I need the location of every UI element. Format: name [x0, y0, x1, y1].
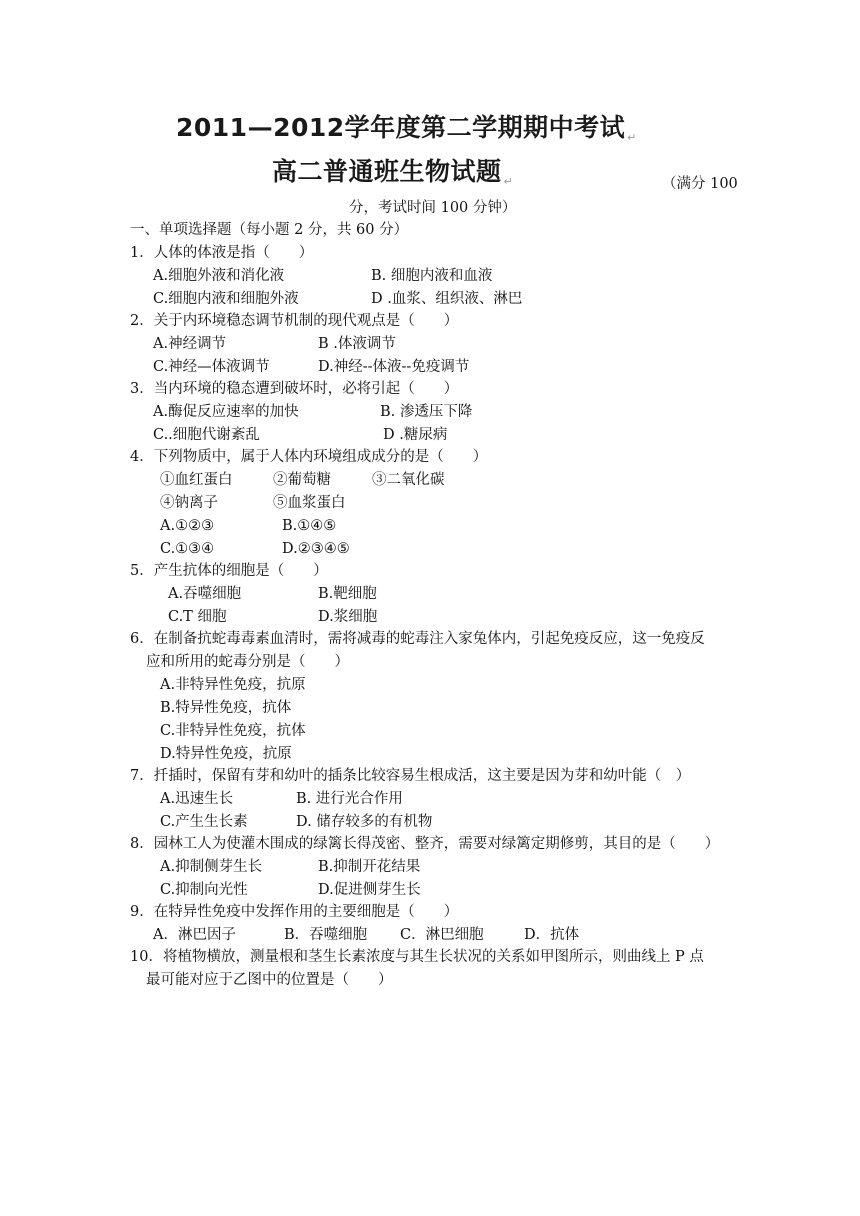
question-5-option-a: A.吞噬细胞 [168, 586, 242, 602]
question-5-option-b: B.靶细胞 [318, 586, 377, 602]
question-5-option-c: C.T 细胞 [168, 609, 227, 625]
question-2-option-b: B .体液调节 [318, 336, 396, 352]
question-6-option-a: A.非特异性免疫，抗原 [160, 677, 306, 693]
question-6-option-d: D.特异性免疫，抗原 [160, 746, 292, 762]
return-mark-icon: ↵ [503, 175, 514, 188]
question-3-option-b: B. 渗透压下降 [380, 404, 473, 420]
question-8-option-c: C.抑制向光性 [160, 882, 248, 898]
exam-title-text-1: 2011—2012学年度第二学期期中考试 [176, 113, 626, 142]
question-9-option-d: D．抗体 [524, 927, 580, 943]
question-7-option-c: C.产生生长素 [160, 814, 248, 830]
question-9-option-c: C．淋巴细胞 [400, 927, 484, 943]
exam-title-text-2: 高二普通班生物试题 [272, 157, 502, 186]
question-3-option-a: A.酶促反应速率的加快 [153, 404, 299, 420]
question-4-option-a: A.①②③ [160, 518, 215, 534]
question-4-item-4: ④钠离子 [160, 495, 218, 511]
section-heading: 一、单项选择题（每小题 2 分，共 60 分） [130, 222, 409, 238]
question-5-stem: 5．产生抗体的细胞是（ ） [130, 563, 328, 579]
exam-title-line-2 [272, 152, 513, 188]
question-10-stem-line-2: 最可能对应于乙图中的位置是（ ） [146, 972, 393, 988]
question-2-option-a: A.神经调节 [153, 336, 227, 352]
question-4-item-1: ①血红蛋白 [160, 472, 233, 488]
question-1-option-c: C.细胞内液和细胞外液 [153, 291, 299, 307]
question-1-option-d: D .血浆、组织液、淋巴 [371, 291, 523, 307]
question-10-stem-line-1: 10．将植物横放，测量根和茎生长素浓度与其生长状况的关系如甲图所示，则曲线上 P 点 [130, 949, 704, 965]
question-2-stem: 2．关于内环境稳态调节机制的现代观点是（ ） [130, 313, 459, 329]
question-8-option-a: A.抑制侧芽生长 [160, 859, 263, 875]
question-1-option-a: A.细胞外液和消化液 [153, 268, 285, 284]
question-6-stem-line-1: 6．在制备抗蛇毒毒素血清时，需将减毒的蛇毒注入家兔体内，引起免疫反应，这一免疫反 [130, 631, 705, 647]
question-9-stem: 9．在特异性免疫中发挥作用的主要细胞是（ ） [130, 904, 459, 920]
question-8-stem: 8．园林工人为使灌木围成的绿篱长得茂密、整齐，需要对绿篱定期修剪，其目的是（ ） [130, 836, 720, 852]
question-4-option-d: D.②③④⑤ [282, 541, 350, 557]
question-2-option-c: C.神经—体液调节 [153, 359, 270, 375]
question-7-stem: 7．扦插时，保留有芽和幼叶的插条比较容易生根成活，这主要是因为芽和幼叶能（ ） [130, 768, 691, 784]
question-3-option-d: D .糖尿病 [383, 427, 448, 443]
question-4-item-2: ②葡萄糖 [273, 472, 331, 488]
question-4-option-c: C.①③④ [160, 541, 215, 557]
question-4-item-5: ⑤血浆蛋白 [273, 495, 346, 511]
score-note-part-2: 分，考试时间 100 分钟） [349, 200, 517, 216]
question-2-option-d: D.神经--体液--免疫调节 [318, 359, 470, 375]
question-5-option-d: D.浆细胞 [318, 609, 378, 625]
question-9-option-a: A．淋巴因子 [153, 927, 236, 943]
question-9-option-b: B．吞噬细胞 [284, 927, 368, 943]
question-8-option-b: B.抑制开花结果 [318, 859, 421, 875]
question-8-option-d: D.促进侧芽生长 [318, 882, 421, 898]
question-4-stem: 4．下列物质中，属于人体内环境组成成分的是（ ） [130, 449, 488, 465]
question-6-stem-line-2: 应和所用的蛇毒分别是（ ） [146, 654, 349, 670]
question-7-option-b: B. 进行光合作用 [296, 791, 403, 807]
return-mark-icon: ↵ [627, 131, 637, 144]
question-7-option-d: D. 储存较多的有机物 [296, 814, 433, 830]
question-4-item-3: ③二氧化碳 [372, 472, 445, 488]
question-1-stem: 1．人体的体液是指（ ） [130, 245, 314, 261]
question-1-option-b: B. 细胞内液和血液 [371, 268, 493, 284]
score-note-part-1: （满分 100 [662, 176, 738, 192]
exam-title-line-1 [176, 108, 637, 144]
question-7-option-a: A.迅速生长 [160, 791, 234, 807]
question-6-option-b: B.特异性免疫，抗体 [160, 700, 292, 716]
question-3-stem: 3．当内环境的稳态遭到破坏时，必将引起（ ） [130, 381, 459, 397]
question-3-option-c: C..细胞代谢紊乱 [153, 427, 260, 443]
question-4-option-b: B.①④⑤ [282, 518, 337, 534]
question-6-option-c: C.非特异性免疫，抗体 [160, 723, 306, 739]
